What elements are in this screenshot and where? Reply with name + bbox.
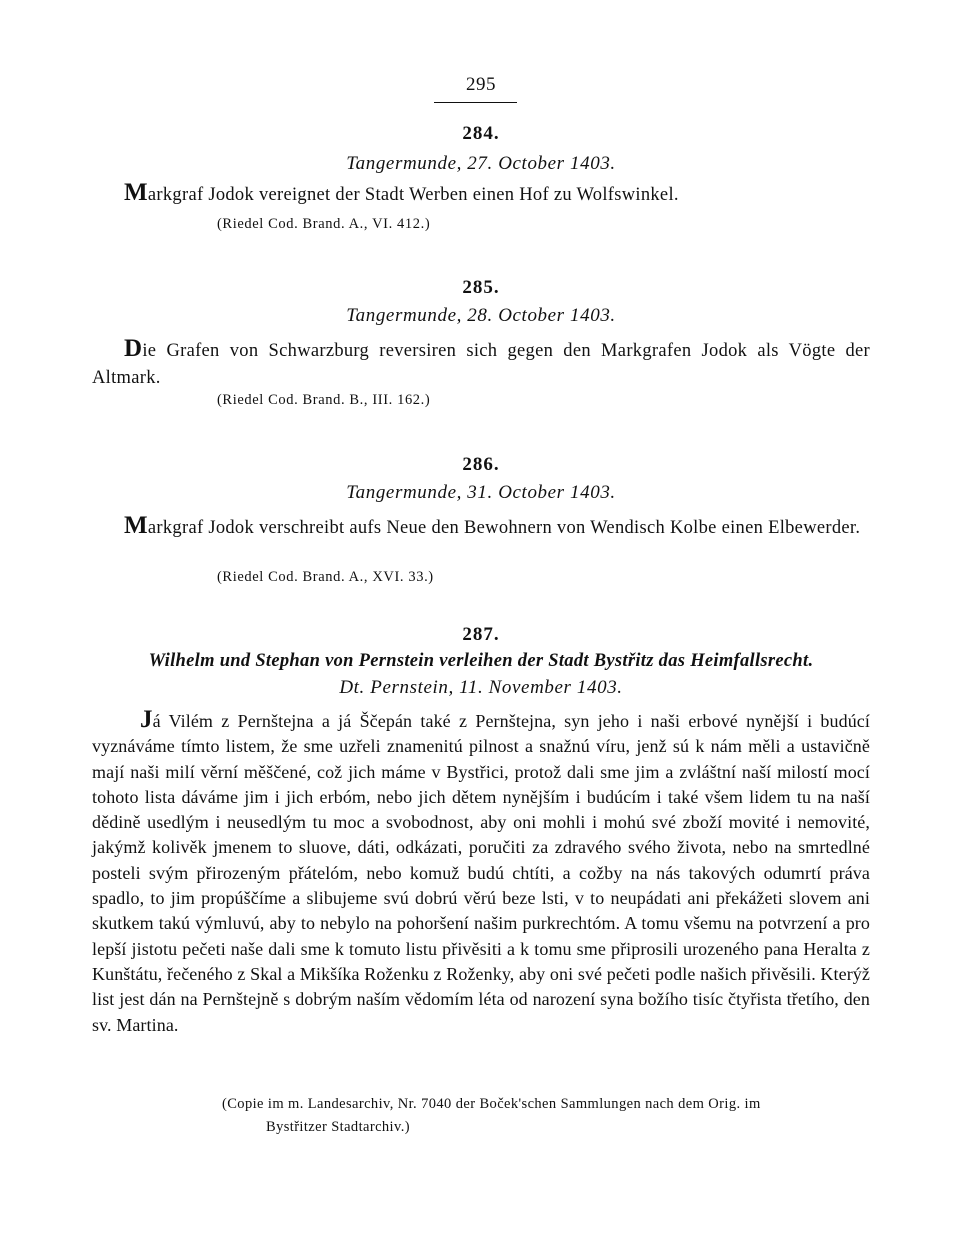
entry-number: 287.: [462, 624, 500, 645]
regest-text: arkgraf Jodok vereignet der Stadt Werben einen Hof zu Wolfswinkel.: [147, 185, 679, 205]
drop-cap: D: [124, 335, 143, 362]
charter-body: á Vilém z Pernštejna a já Ščepán také z Pernštejna, syn jeho i naši erbové nynější i budúcí vyznáváme tímto listem, že sme uzřeli znamenitú pilnost a snažnú víru, jenž sú k nám měli a ustavičně mají naši milí věrní měščené, což jich máme v Bystřici, protož dali sme jim a zvláštní naší milostí mocí tohoto lista dáváme jim i jich erbóm, nebo jich dětem nynějším i budúcím i také všem lidem tu na naší dědině usedlým i neusedlým tu moc a svobodnost, aby oni mohli i mohú své zboží movité i nemovité, jakýmž kolivěk jmenem to sluove, dáti, odkázati, poručiti za zdravého svého života, nebo na smrtedlné posteli svým přirozeným přátelóm, nebo komuž budú chtíti, a cožby na nás takových odumrtí práva spadlo, to jim propúščíme a slibujeme svú dobrú věrú beze lsti, v to neupádati ani překážeti slovem ani skutkem takú výmluvú, aby to nebylo na pohoršení našim purkrechtóm. A tomu všemu na potvrzení a pro lepší jistotu pečeti naše dali sme k tomuto listu přivěsiti a k tomu sme připrosili urozeného pana Heralta z Kunštátu, řečeného z Skal a Mikšíka Roženku z Roženky, aby oni své pečeti podle našich přivěsili. Kterýž list jest dán na Pernštejně s dobrým naším vědomím léta od narození syna božího tisíc čtyřista třetího, den sv. Martina.: [92, 711, 870, 1035]
page-number: 295: [466, 74, 496, 95]
entry-regest: [92, 180, 870, 209]
regest-text: ie Grafen von Schwarzburg reversiren sich gegen den Markgrafen Jodok als Vögte der Altmark.: [92, 341, 870, 388]
drop-cap: J: [140, 706, 153, 733]
drop-cap: M: [124, 512, 148, 539]
entry-place-date: Dt. Pernstein, 11. November 1403.: [339, 677, 623, 698]
entry-regest: [92, 513, 870, 542]
entry-place-date: Tangermunde, 27. October 1403.: [346, 153, 616, 174]
source-line: Bystřitzer Stadtarchiv.): [266, 1119, 410, 1135]
entry-place-date: Tangermunde, 31. October 1403.: [346, 482, 616, 503]
source-line: (Copie im m. Landesarchiv, Nr. 7040 der Boček'schen Sammlungen nach dem Orig. im: [222, 1096, 761, 1112]
entry-place-date: Tangermunde, 28. October 1403.: [346, 305, 616, 326]
entry-number: 286.: [462, 454, 500, 475]
entry-source: (Riedel Cod. Brand. A., VI. 412.): [217, 216, 431, 232]
entry-regest: [92, 336, 870, 391]
entry-number: 284.: [462, 123, 500, 144]
page-number-rule: [434, 102, 517, 103]
regest-text: arkgraf Jodok verschreibt aufs Neue den Bewohnern von Wendisch Kolbe einen Elbewerder.: [147, 518, 861, 538]
drop-cap: M: [124, 179, 148, 206]
entry-source: [222, 1093, 870, 1139]
charter-text: [92, 707, 870, 1038]
entry-title: Wilhelm und Stephan von Pernstein verleihen der Stadt Bystřitz das Heimfallsrecht.: [148, 651, 814, 671]
entry-source: (Riedel Cod. Brand. B., III. 162.): [217, 392, 431, 408]
entry-number: 285.: [462, 277, 500, 298]
entry-source: (Riedel Cod. Brand. A., XVI. 33.): [217, 569, 434, 585]
